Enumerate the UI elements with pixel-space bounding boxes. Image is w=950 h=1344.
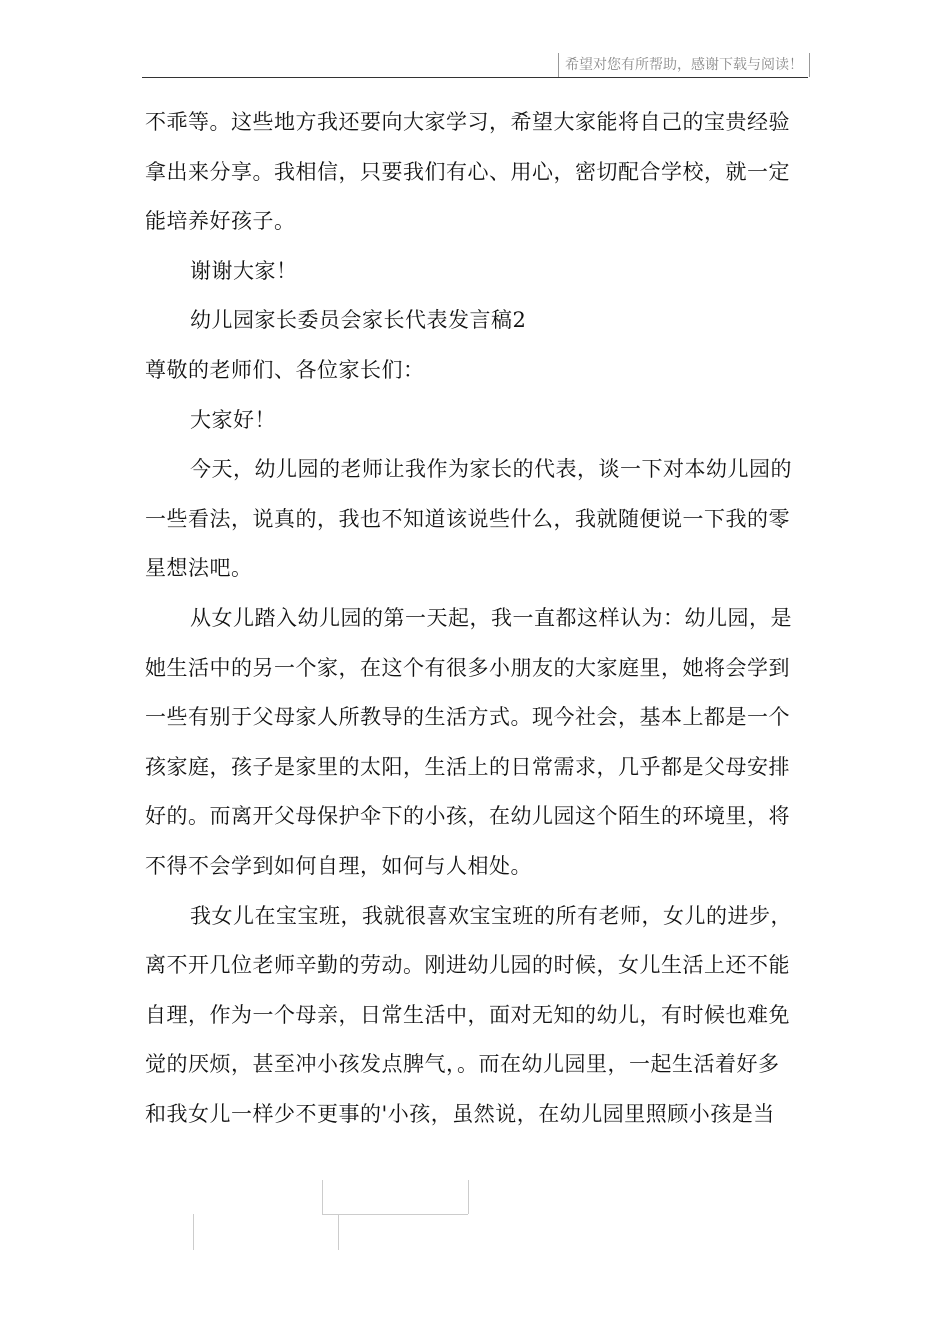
text-line: 她生活中的另一个家，在这个有很多小朋友的大家庭里，她将会学到 (145, 655, 790, 680)
text-line: 能培养好孩子。 (145, 209, 296, 234)
section-title: 幼儿园家长委员会家长代表发言稿2 (190, 308, 527, 333)
text-line: 从女儿踏入幼儿园的第一天起，我一直都这样认为：幼儿园，是 (190, 605, 792, 630)
text-line: 一些有别于父母家人所教导的生活方式。现今社会，基本上都是一个 (145, 705, 790, 730)
footer-frame-line (338, 1214, 339, 1250)
footer-frame-line (193, 1214, 194, 1250)
text-line: 不乖等。这些地方我还要向大家学习，希望大家能将自己的宝贵经验 (145, 110, 790, 134)
text-line: 觉的厌烦，甚至冲小孩发点脾气，。而在幼儿园里，一起生活着好多 (145, 1052, 780, 1077)
footer-frame-line (322, 1214, 468, 1215)
greeting: 大家好！ (190, 407, 276, 432)
header-divider (142, 77, 808, 78)
text-line: 星想法吧。 (145, 556, 253, 581)
text-line: 和我女儿一样少不更事的'小孩，虽然说，在幼儿园里照顾小孩是当 (145, 1101, 775, 1126)
salutation: 尊敬的老师们、各位家长们： (145, 357, 425, 382)
header-tagline: 希望对您有所帮助，感谢下载与阅读！ (558, 53, 810, 77)
document-body (145, 98, 820, 1139)
text-line: 拿出来分享。我相信，只要我们有心、用心，密切配合学校，就一定 (145, 159, 790, 184)
text-line: 自理，作为一个母亲，日常生活中，面对无知的幼儿，有时候也难免 (145, 1002, 790, 1027)
closing-thanks: 谢谢大家！ (190, 258, 298, 283)
footer-frame-line (322, 1180, 323, 1214)
text-line: 不得不会学到如何自理，如何与人相处。 (145, 853, 532, 878)
text-line: 一些看法，说真的，我也不知道该说些什么，我就随便说一下我的零 (145, 506, 790, 531)
text-line: 今天，幼儿园的老师让我作为家长的代表，谈一下对本幼儿园的 (190, 457, 792, 482)
text-line: 离不开几位老师辛勤的劳动。刚进幼儿园的时候，女儿生活上还不能 (145, 953, 790, 978)
text-line: 我女儿在宝宝班，我就很喜欢宝宝班的所有老师，女儿的进步， (190, 903, 792, 928)
text-line: 孩家庭，孩子是家里的太阳，生活上的日常需求，几乎都是父母安排 (145, 754, 790, 779)
footer-frame-line (468, 1180, 469, 1214)
text-line: 好的。而离开父母保护伞下的小孩，在幼儿园这个陌生的环境里，将 (145, 804, 790, 829)
